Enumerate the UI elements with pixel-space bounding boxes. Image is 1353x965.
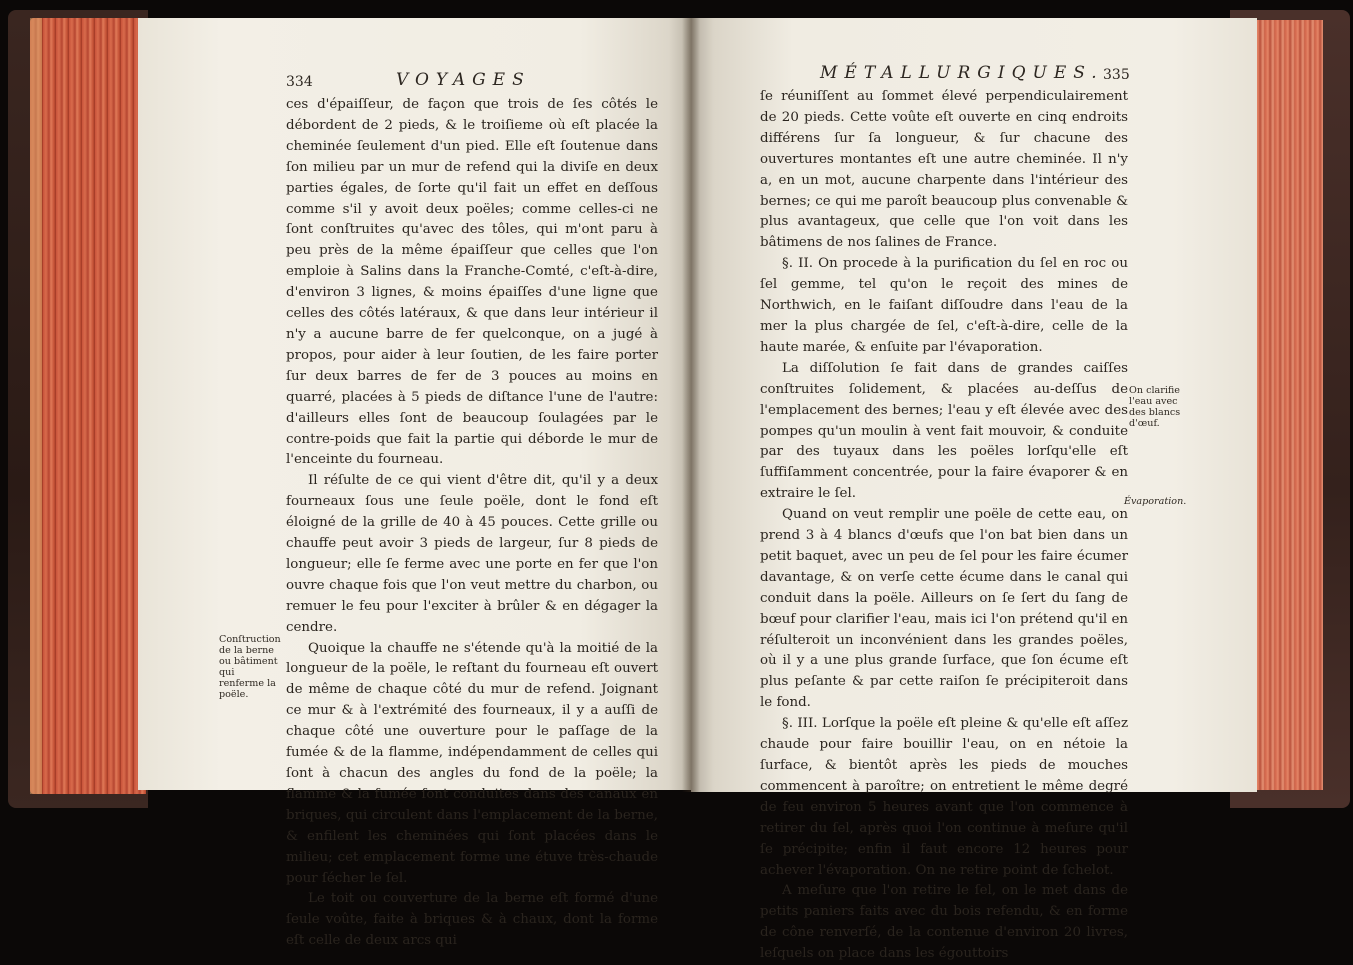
right-page-number: 335 — [1103, 67, 1130, 83]
right-running-head: MÉTALLURGIQUES. — [820, 63, 1104, 83]
left-page-header — [286, 70, 666, 96]
left-paragraph-1: ces d'épaiſſeur, de façon que trois de ſes côtés le débordent de 2 pieds, & le troiſieme où eſt placée la cheminée ſeulement d'un pied. Elle eſt ſoutenue dans ſon milieu par un mur de refend qui la diviſe en deux parties égales, de ſorte qu'il fait un effet en deſſous comme s'il y avoit deux poëles; comme celles-ci ne ſont conſtruites qu'avec des tôles, qui m'ont paru à peu près de la même épaiſſeur que celles que l'on emploie à Salins dans la Franche-Comté, c'eſt-à-dire, d'environ 3 lignes, & moins épaiſſes d'une ligne que celles des côtés latéraux, & que dans leur intérieur il n'y a aucune barre de fer quelconque, on a jugé à propos, pour aider à leur ſoutien, de les faire porter ſur deux barres de fer de 3 pouces au moins en quarré, placées à 5 pieds de diſtance l'une de l'autre: d'ailleurs elles ſont de beaucoup ſoulagées par le contre-poids que fait la partie qui déborde le mur de l'enceinte du fourneau. — [286, 97, 658, 468]
book-gutter — [682, 18, 700, 792]
gilt-strip — [30, 18, 42, 794]
left-margin-note: Conſtruction de la berne ou bâtiment qui renferme la poële. — [219, 634, 281, 700]
right-margin-note-evaporation: Évaporation. — [1124, 496, 1187, 507]
left-paragraph-2: Il réſulte de ce qui vient d'être dit, qu'il y a deux fourneaux ſous une ſeule poële, dont le fond eſt éloigné de la grille de 40 à 45 pouces. Cette grille ou chauffe peut avoir 3 pieds de largeur, ſur 8 pieds de longueur; elle ſe ferme avec une porte en fer que l'on ouvre chaque fois que l'on veut mettre du charbon, ou remuer le feu pour l'exciter à brûler & en dégager la cendre. — [286, 473, 658, 635]
right-page-edges — [1255, 20, 1323, 790]
right-paragraph-1: ſe réuniſſent au ſommet élevé perpendiculairement de 20 pieds. Cette voûte eſt ouverte en cinq endroits différens ſur ſa longueur, & ſur chacune des ouvertures montantes eſt une autre cheminée. Il n'y a, en un mot, aucune charpente dans l'intérieur des bernes; ce qui me paroît beaucoup plus convenable & plus avantageux, que celle que l'on voit dans les bâtimens de nos ſalines de France. — [760, 89, 1128, 251]
left-running-head: VOYAGES — [396, 70, 531, 90]
left-page-number: 334 — [286, 74, 313, 90]
left-paragraph-4: Le toit ou couverture de la berne eſt formé d'une ſeule voûte, faite à briques & à chaux, dont la forme eſt celle de deux arcs qui — [286, 891, 658, 949]
left-page-text — [286, 95, 658, 952]
right-page-header — [820, 63, 1135, 89]
right-paragraph-5: §. III. Lorſque la poële eſt pleine & qu'elle eſt aſſez chaude pour faire bouillir l'eau, on en nétoie la ſurface, & bientôt après les pieds de mouches commencent à paroître; on entretient le même degré de feu environ 5 heures avant que l'on commence à retirer du ſel, après quoi l'on continue à meſure qu'il ſe précipite; enfin il faut encore 12 heures pour achever l'évaporation. On ne retire point de ſchelot. — [760, 716, 1128, 878]
right-paragraph-3: La diſſolution ſe fait dans de grandes caiſſes conſtruites ſolidement, & placées au-deſſus de l'emplacement des bernes; l'eau y eſt élevée avec des pompes qu'un moulin à vent fait mouvoir, & conduite par des tuyaux dans les poëles lorſqu'elle eſt ſuffiſamment concentrée, pour la faire évaporer & en extraire le ſel. — [760, 360, 1128, 502]
left-paragraph-3: Quoique la chauffe ne s'étende qu'à la moitié de la longueur de la poële, le reſtant du fourneau eſt ouvert de même de chaque côté du mur de refend. Joignant ce mur & à l'extrémité des fourneaux, il y a auſſi de chaque côté une ouverture pour le paſſage de la fumée & de la flamme, indépendamment de celles qui ſont à chacun des angles du fond de la poële; la flamme & la fumée ſont conduites dans des canaux en briques, qui circulent dans l'emplacement de la berne, & enfilent les cheminées qui ſont placées dans le milieu; cet emplacement forme une étuve très-chaude pour ſécher le ſel. — [286, 640, 658, 886]
right-paragraph-2: §. II. On procede à la purification du ſel en roc ou ſel gemme, tel qu'on le reçoit des mines de Northwich, en le faiſant diſſoudre dans l'eau de la mer la plus chargée de ſel, c'eſt-à-dire, celle de la haute marée, & enſuite par l'évaporation. — [760, 256, 1128, 355]
right-paragraph-6: A meſure que l'on retire le ſel, on le met dans de petits paniers faits avec du bois refendu, & en forme de cône renverſé, de la contenue d'environ 20 livres, leſquels on place dans les égouttoirs — [760, 883, 1128, 962]
right-page-text — [760, 87, 1128, 965]
right-margin-note-clarify: On clarifie l'eau avec des blancs d'œuf. — [1129, 385, 1181, 429]
left-page-edges — [30, 18, 146, 794]
right-paragraph-4: Quand on veut remplir une poële de cette eau, on prend 3 à 4 blancs d'œufs que l'on bat bien dans un petit baquet, avec un peu de ſel pour les faire écumer davantage, & on verſe cette écume dans le canal qui conduit dans la poële. Ailleurs on ſe ſert du ſang de bœuf pour clarifier l'eau, mais ici l'on prétend qu'il en réſulteroit un inconvénient dans les grandes poëles, où il y a une plus grande ſurface, que ſon écume eſt plus peſante & par cette raiſon ſe précipiteroit dans le fond. — [760, 507, 1128, 711]
